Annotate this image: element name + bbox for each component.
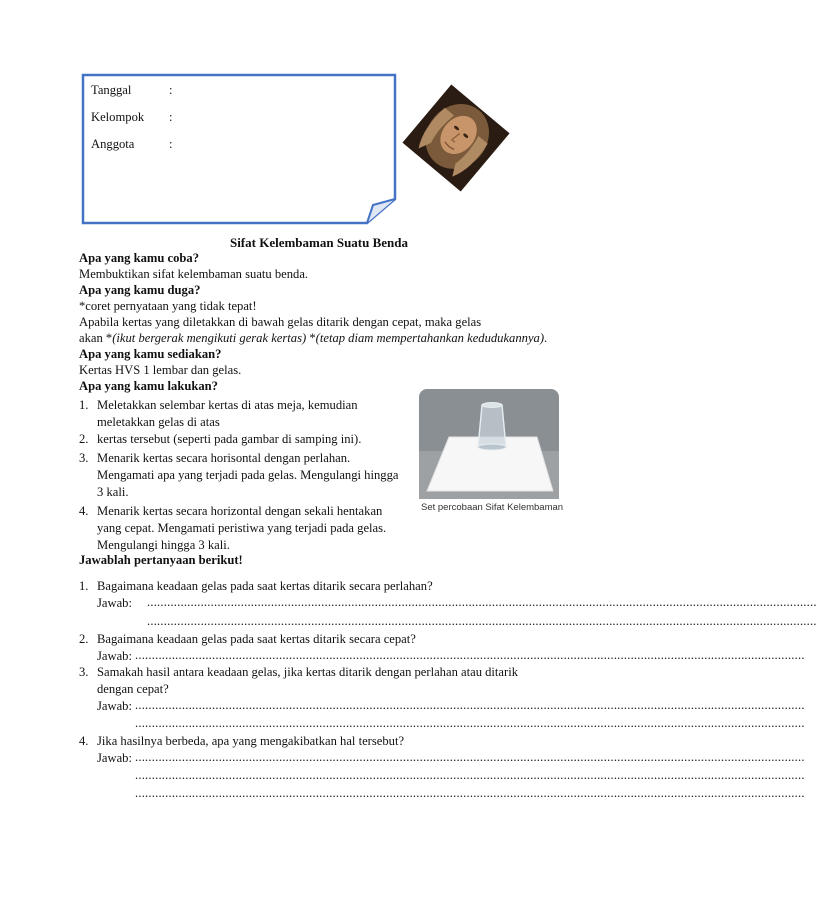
step-line: Meletakkan selembar kertas di atas meja, kemudian bbox=[97, 398, 358, 412]
section-heading-sediakan: Apa yang kamu sediakan? bbox=[79, 347, 222, 361]
question-text: Jika hasilnya berbeda, apa yang mengakibatkan hal tersebut? bbox=[97, 734, 405, 748]
step-number: 2. bbox=[79, 432, 89, 446]
duga-line-1: Apabila kertas yang diletakkan di bawah gelas ditarik dengan cepat, maka gelas bbox=[79, 315, 482, 329]
card-sep: : bbox=[169, 110, 173, 124]
question-text: Bagaimana keadaan gelas pada saat kertas ditarik secara cepat? bbox=[97, 632, 416, 646]
step-number: 3. bbox=[79, 451, 89, 465]
duga-text: akan * bbox=[79, 331, 113, 345]
card-row-anggota bbox=[91, 137, 173, 152]
step-number: 4. bbox=[79, 504, 89, 518]
experiment-photo bbox=[419, 389, 559, 499]
card-row-kelompok bbox=[91, 110, 173, 125]
answer-label: Jawab: bbox=[97, 699, 132, 713]
answer-label: Jawab: bbox=[97, 596, 132, 610]
answer-line[interactable]: ........................................................................................................................................................................................................ bbox=[147, 614, 817, 628]
section-heading-duga: Apa yang kamu duga? bbox=[79, 283, 201, 297]
section-heading-coba: Apa yang kamu coba? bbox=[79, 251, 200, 265]
step-line: Menarik kertas secara horisontal dengan perlahan. bbox=[97, 451, 351, 465]
card-label: Kelompok bbox=[91, 110, 145, 124]
sediakan-text: Kertas HVS 1 lembar dan gelas. bbox=[79, 363, 242, 377]
answer-line[interactable]: ........................................................................................................................................................................................................ bbox=[135, 648, 805, 662]
answer-label: Jawab: bbox=[97, 751, 132, 765]
duga-note: *coret pernyataan yang tidak tepat! bbox=[79, 299, 257, 313]
answer-line[interactable]: ........................................................................................................................................................................................................ bbox=[135, 698, 805, 712]
duga-line-2 bbox=[79, 330, 547, 346]
step-number: 1. bbox=[79, 398, 89, 412]
question-number: 2. bbox=[79, 632, 89, 646]
question-number: 4. bbox=[79, 734, 89, 748]
duga-text: * bbox=[306, 331, 316, 345]
question-text: Bagaimana keadaan gelas pada saat kertas ditarik secara perlahan? bbox=[97, 579, 433, 593]
step-line: yang cepat. Mengamati peristiwa yang terjadi pada gelas. bbox=[97, 521, 387, 535]
card-sep: : bbox=[169, 137, 173, 151]
question-number: 3. bbox=[79, 665, 89, 679]
answer-line[interactable]: ........................................................................................................................................................................................................ bbox=[135, 750, 805, 764]
answer-line[interactable]: ........................................................................................................................................................................................................ bbox=[135, 716, 805, 730]
photo-caption: Set percobaan Sifat Kelembaman bbox=[421, 502, 564, 513]
step-line: Menarik kertas secara horizontal dengan sekali hentakan bbox=[97, 504, 383, 518]
card-label: Tanggal bbox=[91, 83, 132, 97]
option-tetap: (tetap diam mempertahankan kedudukannya) bbox=[315, 331, 545, 345]
section-heading-lakukan: Apa yang kamu lakukan? bbox=[79, 379, 218, 393]
page-title: Sifat Kelembaman Suatu Benda bbox=[229, 235, 409, 250]
group-info-card bbox=[81, 73, 397, 223]
answer-line[interactable]: ........................................................................................................................................................................................................ bbox=[135, 786, 805, 800]
question-text-cont: dengan cepat? bbox=[97, 682, 169, 696]
answer-label: Jawab: bbox=[97, 649, 132, 663]
card-sep: : bbox=[169, 83, 173, 97]
step-line: meletakkan gelas di atas bbox=[97, 415, 220, 429]
card-label: Anggota bbox=[91, 137, 135, 151]
step-line: Mengamati apa yang terjadi pada gelas. Mengulangi hingga bbox=[97, 468, 399, 482]
option-ikut: (ikut bergerak mengikuti gerak kertas) bbox=[112, 331, 307, 345]
question-text: Samakah hasil antara keadaan gelas, jika kertas ditarik dengan perlahan atau ditarik bbox=[97, 665, 519, 679]
step-line: Mengulangi hingga 3 kali. bbox=[97, 538, 230, 552]
coba-text: Membuktikan sifat kelembaman suatu benda. bbox=[79, 267, 309, 281]
questions-heading: Jawablah pertanyaan berikut! bbox=[79, 553, 243, 567]
step-line: 3 kali. bbox=[97, 485, 129, 499]
question-number: 1. bbox=[79, 579, 89, 593]
duga-text: . bbox=[544, 331, 548, 345]
step-line: kertas tersebut (seperti pada gambar di samping ini). bbox=[97, 432, 362, 446]
card-row-tanggal bbox=[91, 83, 173, 98]
scientist-portrait-image bbox=[400, 82, 510, 192]
answer-line[interactable]: ........................................................................................................................................................................................................ bbox=[135, 768, 805, 782]
answer-line[interactable]: ........................................................................................................................................................................................................ bbox=[147, 595, 817, 609]
